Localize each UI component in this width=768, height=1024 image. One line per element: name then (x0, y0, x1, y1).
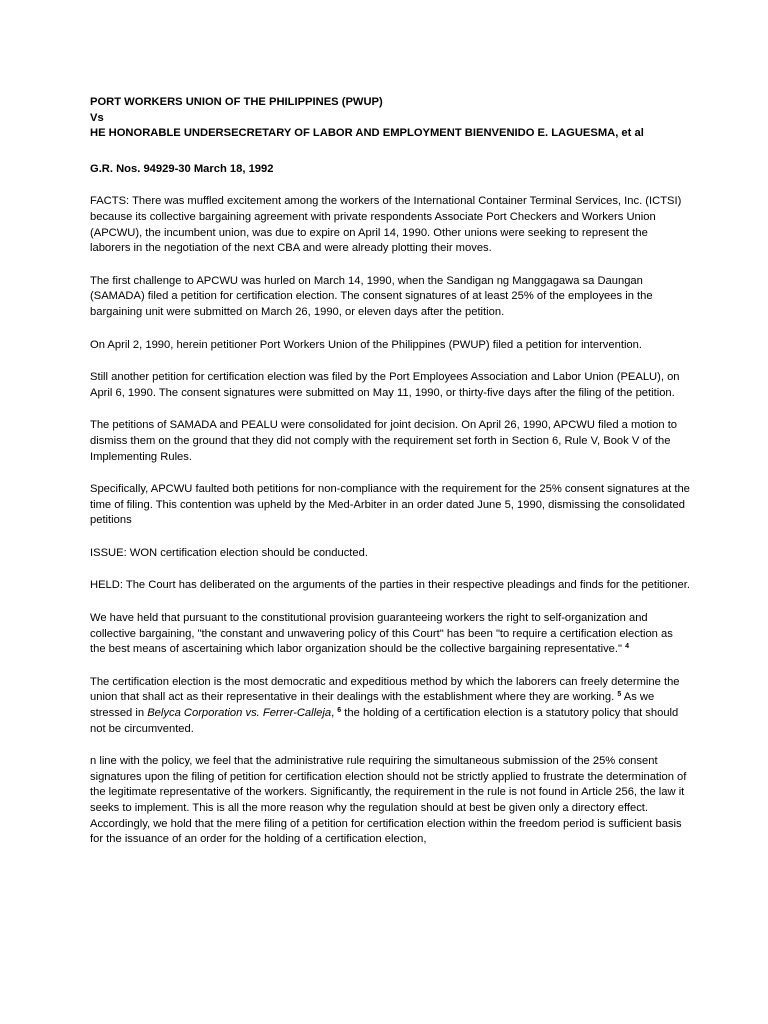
ruling-paragraph: n line with the policy, we feel that the administrative rule requiring the simultaneous submission of the 25% consent signatures upon the filing of petition for certification election should not be strictly applied to frustrate the determination of the legitimate representative of the workers. Significantly, the requirement in the rule is not found in Article 256, the law it seeks to implement. This is all the more reason why the regulation should at best be given only a directory effect. Accordingly, we hold that the mere filing of a petition for certification election within the freedom period is sufficient basis for the issuance of an order for the holding of a certification election, (90, 755, 687, 846)
issue-paragraph: ISSUE: WON certification election should be conducted. (90, 546, 368, 559)
certification-text-a: The certification election is the most democratic and expeditious method by which the laborers can freely determine the union that shall act as their representative in their dealings with the establishment where they are working. (90, 675, 680, 704)
consolidation-paragraph: The petitions of SAMADA and PEALU were consolidated for joint decision. On April 26, 1990, APCWU filed a motion to dismiss them on the ground that they did not comply with the requirement set forth in Section 6, Rule V, Book V of the Implementing Rules. (90, 419, 678, 463)
samada-paragraph: The first challenge to APCWU was hurled on March 14, 1990, when the Sandigan ng Manggagawa sa Daungan (SAMADA) filed a petition for certification election. The consent signatures of at least 25% of the employees in the bargaining unit were submitted on March 26, 1990, or eleven days after the petition. (90, 274, 653, 318)
certification-text-c: , (331, 707, 338, 720)
case-citation: Belyca Corporation vs. Ferrer-Calleja (147, 707, 332, 720)
policy-paragraph (90, 611, 690, 658)
case-title-petitioner: PORT WORKERS UNION OF THE PHILIPPINES (PWUP) (90, 96, 383, 108)
footnote-ref-6: 6 (337, 707, 342, 715)
facts-paragraph: FACTS: There was muffled excitement among the workers of the International Container Terminal Services, Inc. (ICTSI) because its collective bargaining agreement with private respondents Associate Port Checkers and Workers Union (APCWU), the incumbent union, was due to expire on April 14, 1990. Other unions were seeking to represent the laborers in the negotiation of the next CBA and were already plotting their moves. (90, 195, 682, 255)
footnote-ref-5: 5 (617, 691, 622, 699)
certification-paragraph (90, 675, 690, 737)
certification-text-b: As we stressed in (90, 691, 655, 720)
certification-text-d: the holding of a certification election is a statutory policy that should not be circumvented. (90, 707, 679, 735)
case-gr-number: G.R. Nos. 94929-30 March 18, 1992 (90, 162, 274, 175)
case-title-versus: Vs (90, 111, 104, 124)
pwup-intervention-paragraph: On April 2, 1990, herein petitioner Port Workers Union of the Philippines (PWUP) filed a petition for intervention. (90, 338, 642, 351)
document-page (90, 95, 690, 848)
case-title-respondent: HE HONORABLE UNDERSECRETARY OF LABOR AND EMPLOYMENT BIENVENIDO E. LAGUESMA, et al (90, 127, 644, 140)
held-paragraph: HELD: The Court has deliberated on the arguments of the parties in their respective pleadings and finds for the petitioner. (90, 579, 690, 592)
pealu-paragraph: Still another petition for certification election was filed by the Port Employees Association and Labor Union (PEALU), on April 6, 1990. The consent signatures were submitted on May 11, 1990, or thirty-five days after the filing of the petition. (90, 371, 680, 399)
med-arbiter-paragraph: Specifically, APCWU faulted both petitions for non-compliance with the requirement for the 25% consent signatures at the time of filing. This contention was upheld by the Med-Arbiter in an order dated June 5, 1990, dismissing the consolidated petitions (90, 483, 690, 527)
footnote-ref-4: 4 (625, 643, 629, 651)
policy-text: We have held that pursuant to the constitutional provision guaranteeing workers the right to self-organization and collective bargaining, "the constant and unwavering policy of this Court" has been "to require a certification election as the best means of ascertaining which labor organization should be the collective bargaining representative." (90, 612, 673, 656)
